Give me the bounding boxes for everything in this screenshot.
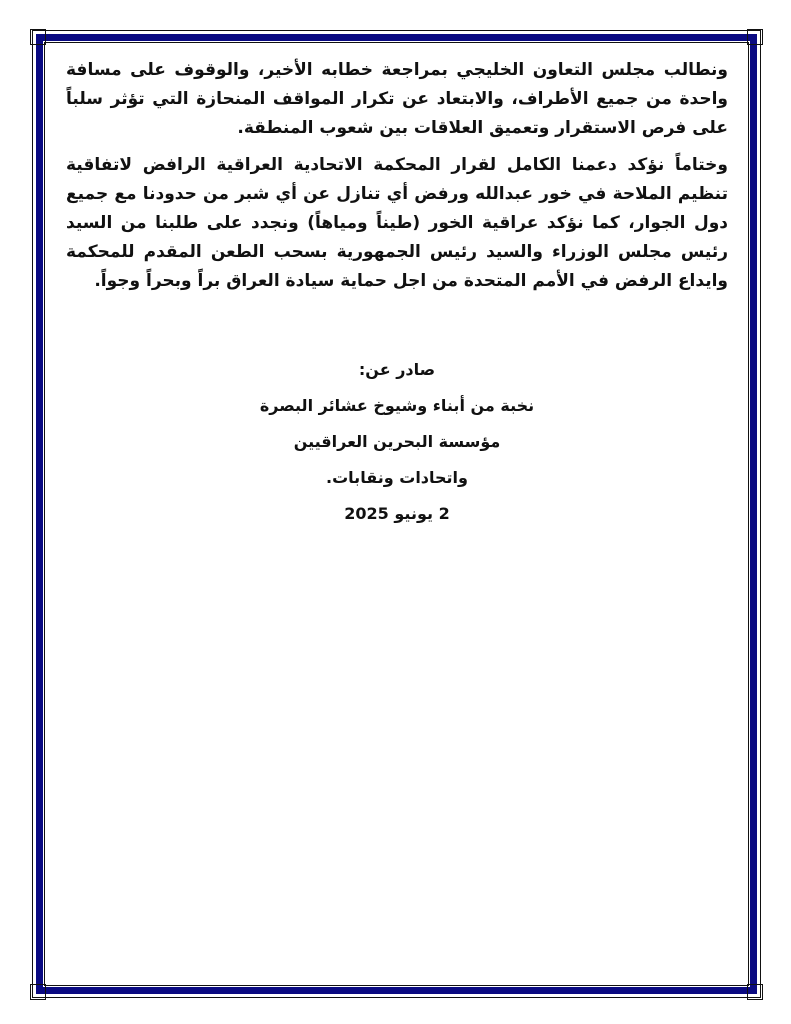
- paragraph: ونطالب مجلس التعاون الخليجي بمراجعة خطابه الأخير، والوقوف على مسافة واحدة من جميع الأطراف، والابتعاد عن تكرار المواقف المنحازة التي تؤثر سلباً على فرص الاستقرار وتعميق العلاقات بين شعوب المنطقة.: [66, 60, 728, 138]
- date: 2 يونيو 2025: [344, 504, 450, 523]
- corner-ornament: [747, 29, 763, 45]
- issuer-line: واتحادات ونقابات.: [326, 468, 468, 487]
- signature-block: [66, 352, 728, 532]
- corner-ornament: [30, 984, 46, 1000]
- statement-body: [66, 56, 728, 304]
- corner-ornament: [747, 984, 763, 1000]
- issued-by-label: صادر عن:: [358, 360, 436, 379]
- issuer-line: مؤسسة البحرين العراقيين: [293, 432, 501, 451]
- issuer-line: نخبة من أبناء وشيوخ عشائر البصرة: [259, 396, 535, 415]
- paragraph: وختاماً نؤكد دعمنا الكامل لقرار المحكمة الاتحادية العراقية الرافض لاتفاقية تنظيم الملاحة في خور عبدالله ورفض أي تنازل عن أي شبر من حدودنا مع جميع دول الجوار، كما نؤكد عراقية الخور (طيناً ومياهاً) ونجدد على طلبنا من السيد رئيس مجلس الوزراء والسيد رئيس الجمهورية بسحب الطعن المقدم للمحكمة وايداع الرفض في الأمم المتحدة من اجل حماية سيادة العراق براً وبحراً وجواً.: [66, 155, 728, 291]
- corner-ornament: [30, 29, 46, 45]
